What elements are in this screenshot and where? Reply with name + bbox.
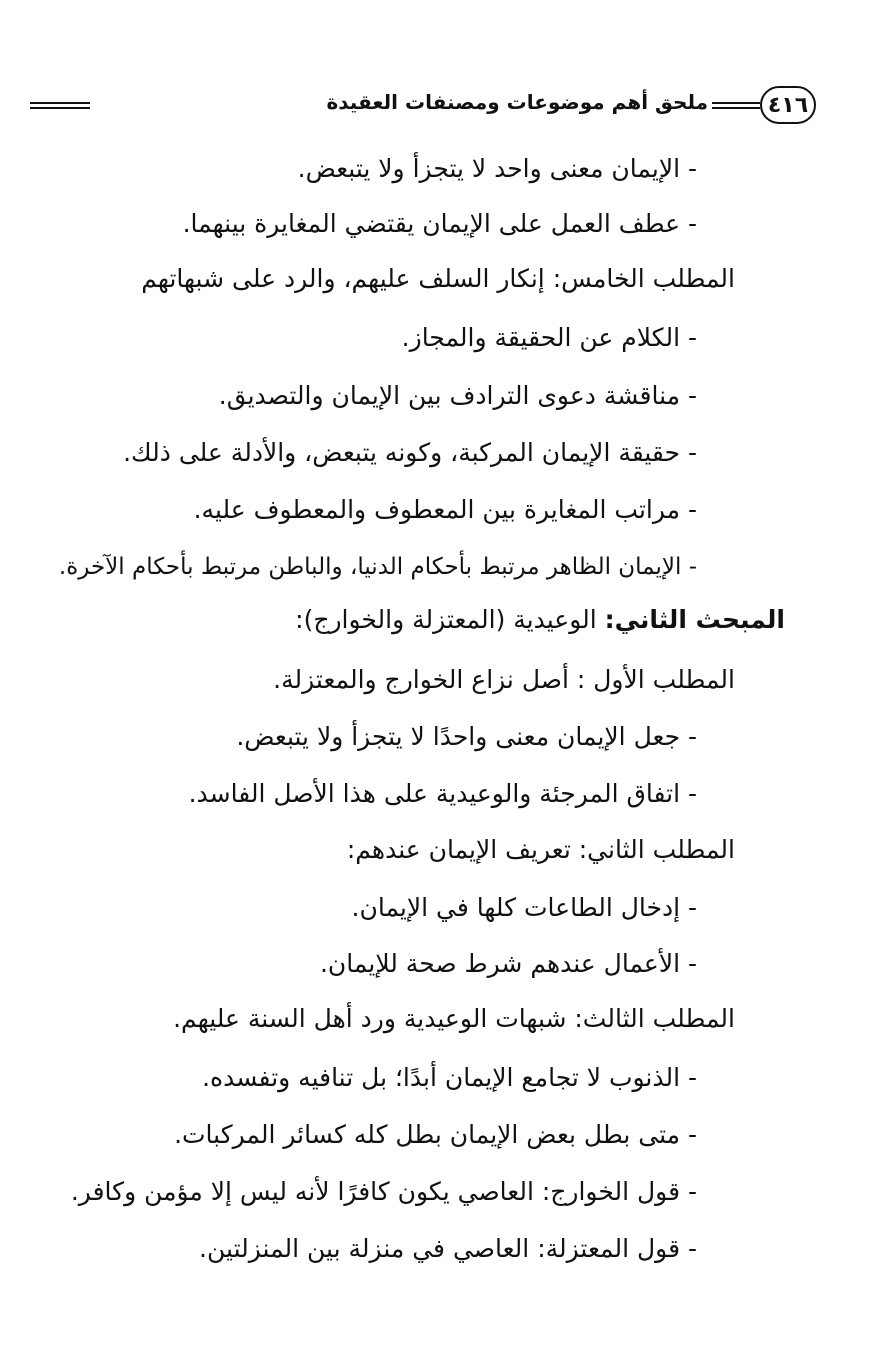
subsection-heading: المطلب الخامس: إنكار السلف عليهم، والرد على شبهاتهم	[141, 264, 735, 293]
page-header	[30, 84, 820, 130]
subsection-heading: المطلب الثالث: شبهات الوعيدية ورد أهل السنة عليهم.	[173, 1004, 735, 1033]
bullet-line: - متى بطل بعض الإيمان بطل كله كسائر المركبات.	[174, 1120, 697, 1149]
bullet-line: - مراتب المغايرة بين المعطوف والمعطوف عليه.	[193, 495, 697, 524]
page-number: ٤١٦	[760, 86, 816, 124]
bullet-line: - قول المعتزلة: العاصي في منزلة بين المنزلتين.	[199, 1234, 697, 1263]
bullet-line: - جعل الإيمان معنى واحدًا لا يتجزأ ولا يتبعض.	[236, 722, 697, 751]
bullet-line: - حقيقة الإيمان المركبة، وكونه يتبعض، والأدلة على ذلك.	[123, 438, 697, 467]
bullet-line: - إدخال الطاعات كلها في الإيمان.	[351, 893, 697, 922]
bullet-line: - اتفاق المرجئة والوعيدية على هذا الأصل الفاسد.	[188, 779, 697, 808]
bullet-line: - الكلام عن الحقيقة والمجاز.	[401, 323, 697, 352]
bullet-line: - الذنوب لا تجامع الإيمان أبدًا؛ بل تنافيه وتفسده.	[202, 1063, 697, 1092]
section-heading	[295, 603, 785, 637]
bullet-line: - قول الخوارج: العاصي يكون كافرًا لأنه ليس إلا مؤمن وكافر.	[70, 1177, 697, 1206]
bullet-line: - الإيمان معنى واحد لا يتجزأ ولا يتبعض.	[297, 154, 697, 183]
subsection-heading: المطلب الأول : أصل نزاع الخوارج والمعتزلة.	[273, 665, 735, 694]
bullet-line: - عطف العمل على الإيمان يقتضي المغايرة بينهما.	[182, 209, 697, 238]
bullet-line: - الإيمان الظاهر مرتبط بأحكام الدنيا، والباطن مرتبط بأحكام الآخرة.	[58, 554, 697, 580]
section-heading-label: المبحث الثاني:	[604, 605, 785, 634]
header-rule-left	[30, 102, 90, 109]
running-title: ملحق أهم موضوعات ومصنفات العقيدة	[326, 90, 708, 114]
header-rule-right	[712, 102, 760, 109]
bullet-line: - مناقشة دعوى الترادف بين الإيمان والتصديق.	[218, 381, 697, 410]
section-heading-text: الوعيدية (المعتزلة والخوارج):	[295, 605, 597, 634]
bullet-line: - الأعمال عندهم شرط صحة للإيمان.	[319, 949, 697, 978]
subsection-heading: المطلب الثاني: تعريف الإيمان عندهم:	[346, 835, 735, 864]
